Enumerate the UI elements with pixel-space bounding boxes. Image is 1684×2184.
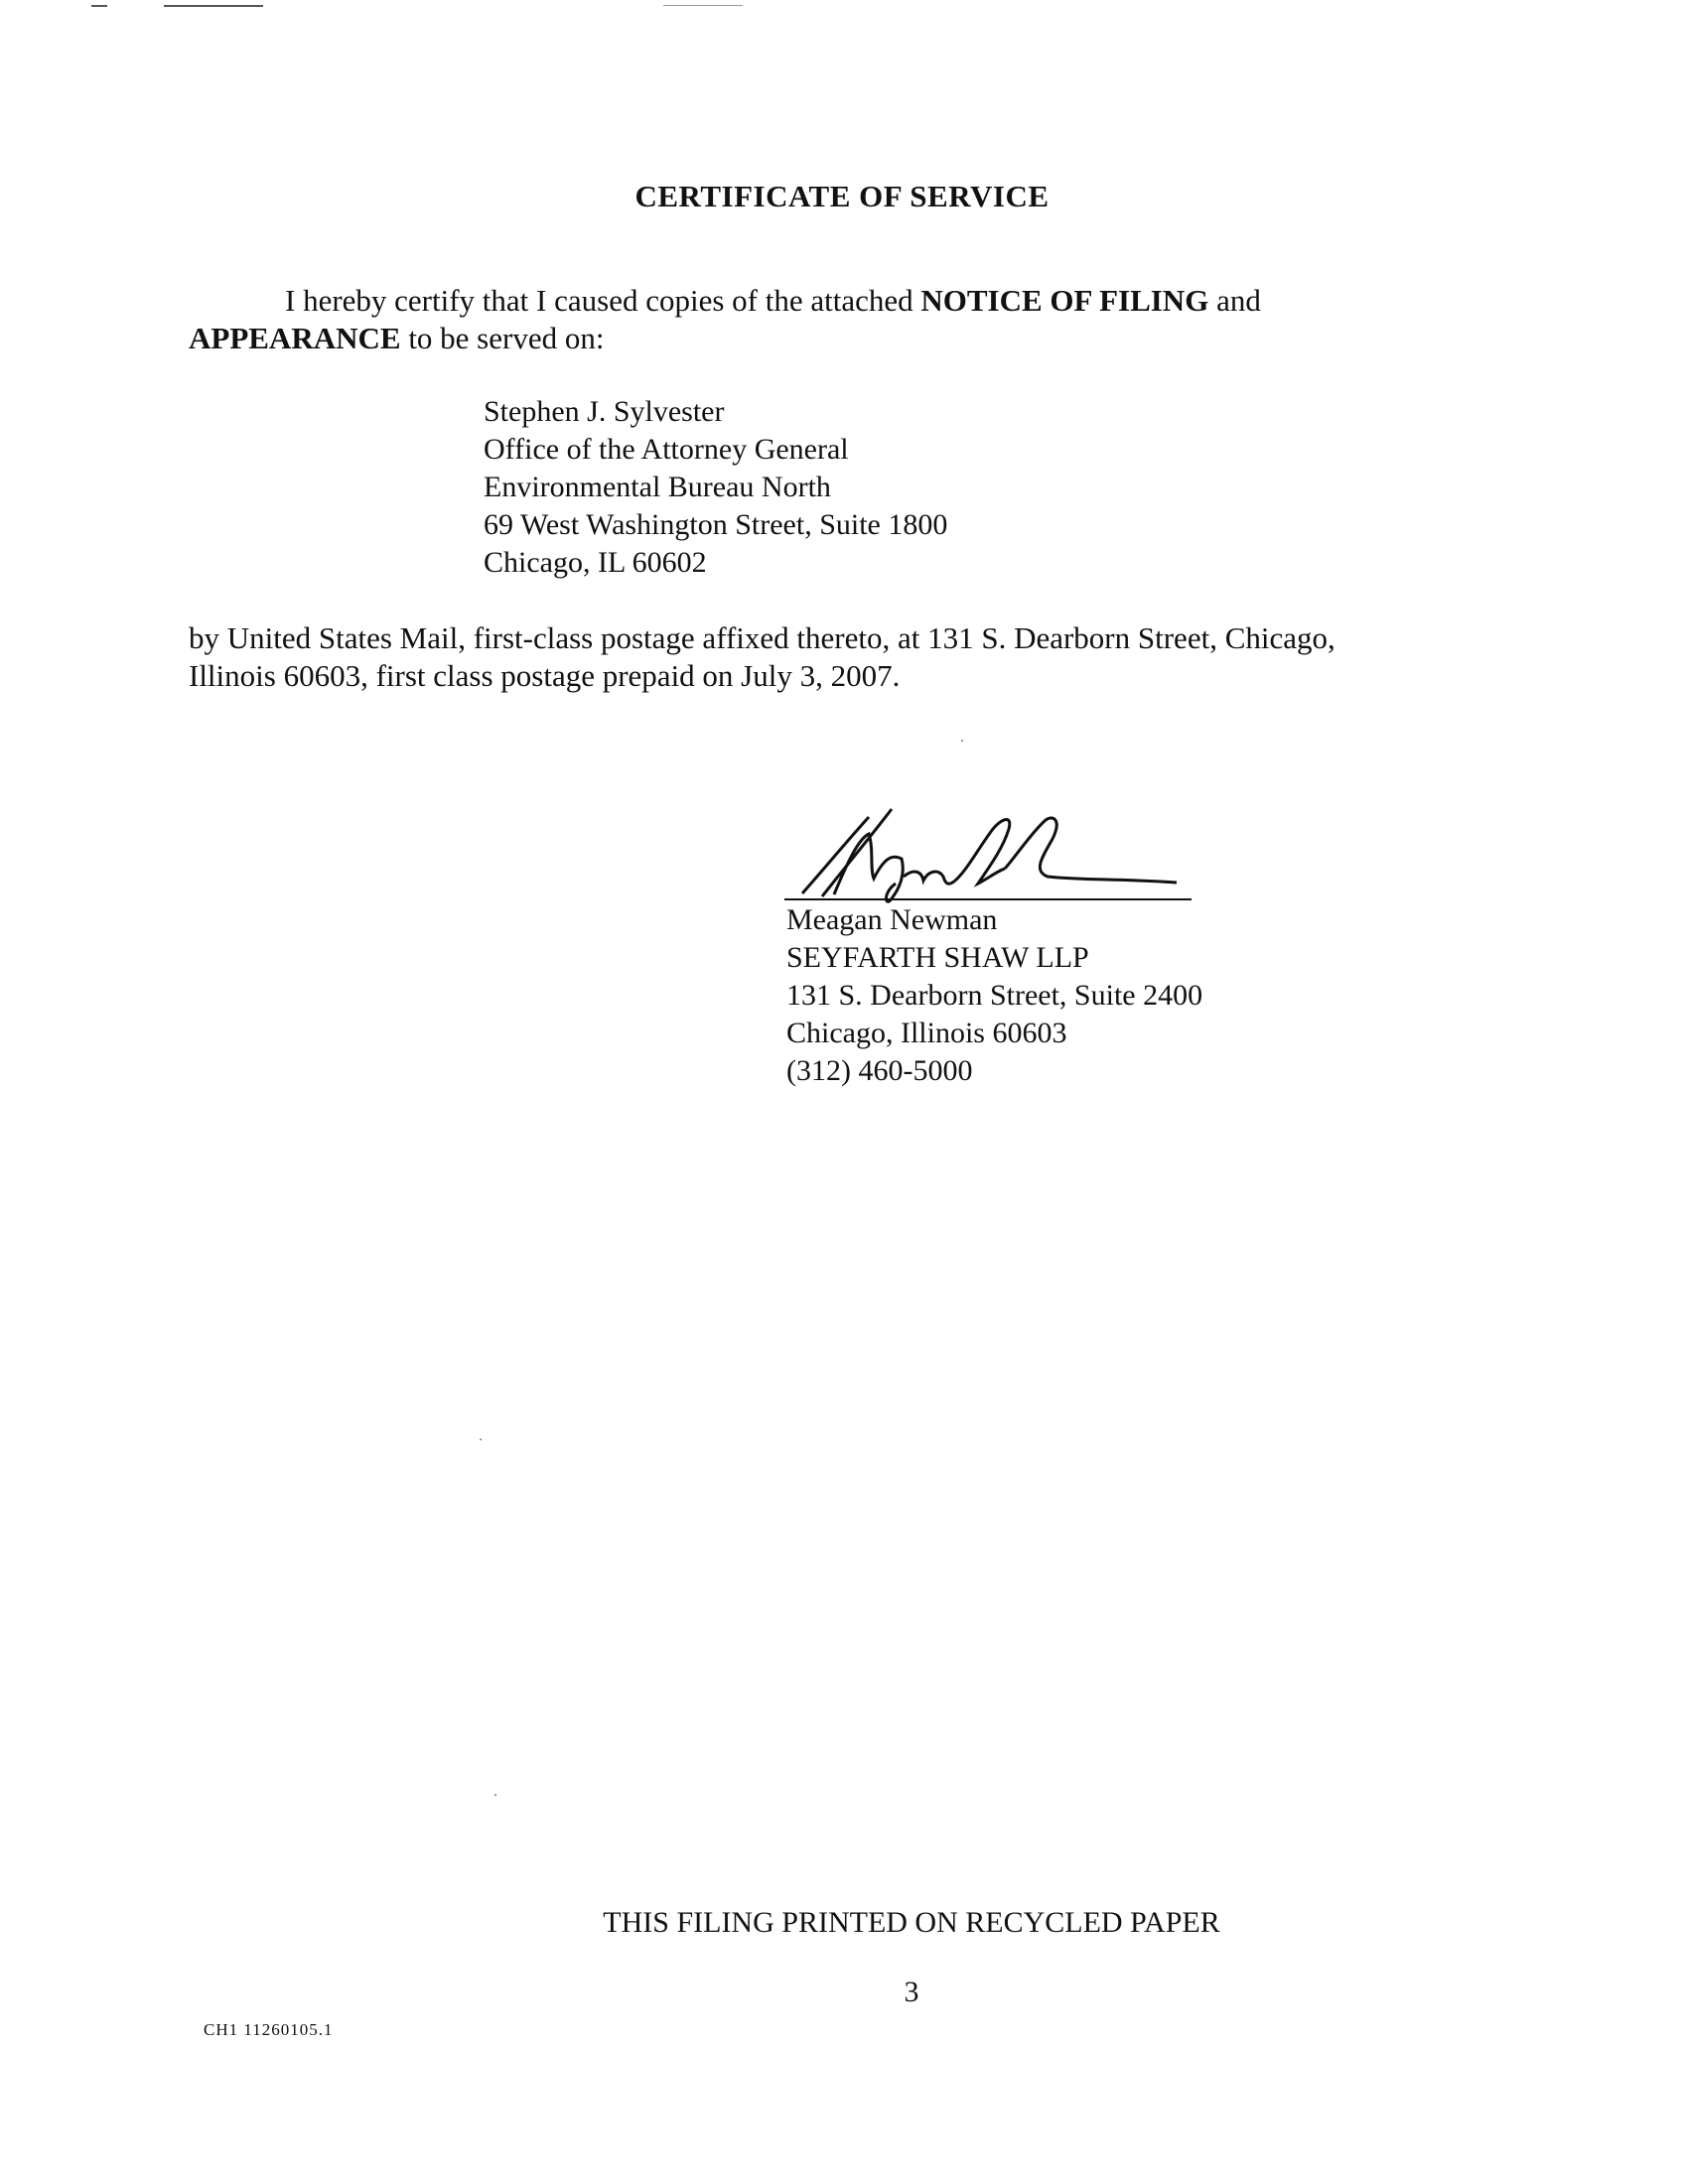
- scan-artifact: [164, 5, 263, 7]
- scan-speck: [961, 740, 963, 742]
- intro-line-1: [285, 282, 1261, 320]
- scan-artifact: [663, 5, 743, 6]
- recipient-name: Stephen J. Sylvester: [484, 395, 725, 428]
- service-method-line-2: Illinois 60603, first class postage prepaid on July 3, 2007.: [189, 658, 901, 693]
- recipient-office: Office of the Attorney General: [484, 433, 849, 466]
- signature-line: [784, 898, 1192, 900]
- recipient-city: Chicago, IL 60602: [484, 546, 707, 579]
- scan-speck: [494, 1794, 496, 1796]
- recycled-paper-note: THIS FILING PRINTED ON RECYCLED PAPER: [603, 1906, 1220, 1939]
- recipient-street: 69 West Washington Street, Suite 1800: [484, 508, 948, 541]
- signer-address-1: 131 S. Dearborn Street, Suite 2400: [786, 979, 1203, 1012]
- scan-artifact: [91, 5, 107, 7]
- handwritten-signature: [774, 799, 1192, 908]
- signer-name: Meagan Newman: [786, 903, 998, 936]
- page-number: 3: [904, 1976, 919, 2008]
- document-id: CH1 11260105.1: [204, 2020, 334, 2039]
- signer-address-2: Chicago, Illinois 60603: [786, 1017, 1067, 1049]
- document-title: CERTIFICATE OF SERVICE: [634, 179, 1050, 213]
- intro-text-part3: to be served on:: [400, 321, 605, 355]
- signer-phone: (312) 460-5000: [786, 1054, 973, 1087]
- scan-speck: [480, 1438, 482, 1440]
- signer-block: [786, 901, 1202, 1090]
- service-method-line-1: by United States Mail, first-class postage affixed thereto, at 131 S. Dearborn Street, Chicago,: [189, 620, 1335, 655]
- intro-line-2: [189, 320, 604, 357]
- notice-of-filing-label: NOTICE OF FILING: [920, 283, 1209, 318]
- appearance-label: APPEARANCE: [189, 321, 401, 355]
- recipient-bureau: Environmental Bureau North: [484, 471, 831, 503]
- signer-firm: SEYFARTH SHAW LLP: [786, 941, 1089, 974]
- intro-text-part2: and: [1208, 283, 1261, 318]
- recipient-address: [484, 393, 947, 582]
- intro-text-part1: I hereby certify that I caused copies of the attached: [285, 283, 921, 318]
